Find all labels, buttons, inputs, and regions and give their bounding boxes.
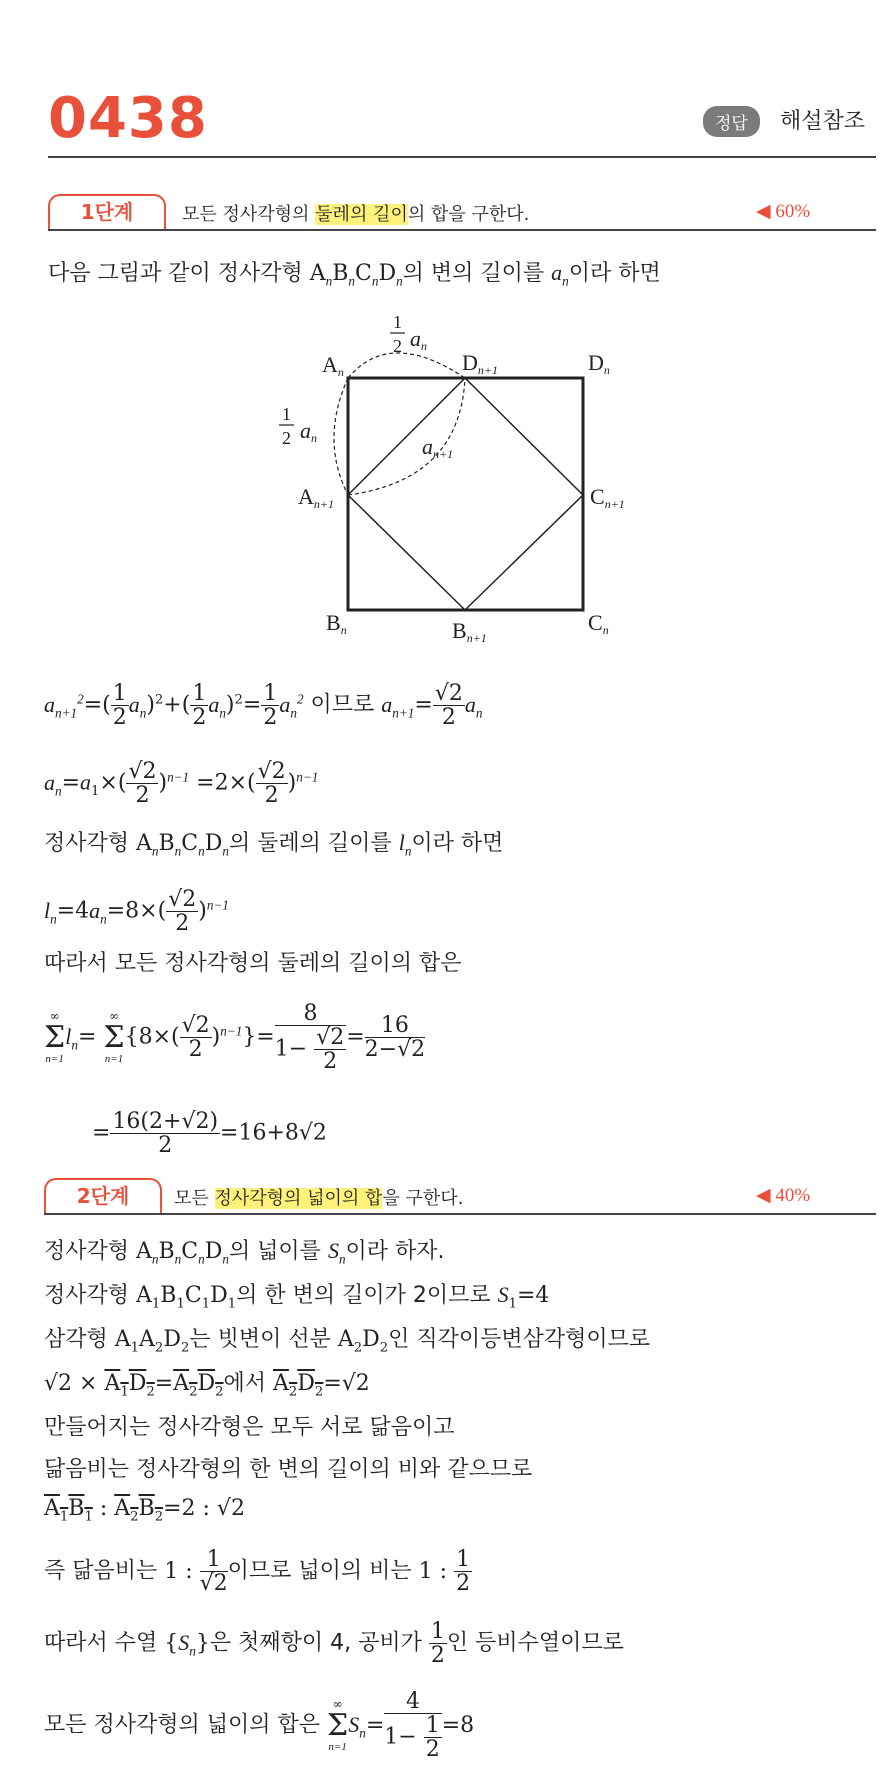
step2-percent: ◀ 40% (756, 1185, 811, 1206)
sum-intro: 따라서 모든 정사각형의 둘레의 길이의 합은 (44, 951, 462, 976)
segment-eq: $√2 \times A_1D_2=A_2D_2$에서 $A_2D_2=√2$ (44, 1371, 370, 1400)
area-def: 정사각형 $A_nB_nC_nD_n$의 넓이를 $S_n$이라 하자. (44, 1238, 445, 1267)
label-half-left-den: 2 (282, 428, 291, 448)
label-half-top-den: 2 (393, 336, 402, 356)
label-Bn: Bn (326, 610, 347, 637)
label-half-top-a: an (410, 326, 427, 353)
step2-description: 모든 정사각형의 넓이의 합을 구한다. (174, 1188, 464, 1209)
perimeter-def: 정사각형 $A_nB_nC_nD_n$의 둘레의 길이를 $l_n$이라 하면 (44, 830, 504, 859)
eq-perimeter-result: = $\frac{16(2+√2)}{2}$ =16+8√2 (92, 1109, 327, 1159)
triangle-line: 삼각형 $A_1A_2D_2$는 빗변이 선분 $A_2D_2$인 직각이등변삼각형이므로 (44, 1327, 651, 1356)
eq-general-term: $a_n=a_1\times$( $\frac{√2}{2}$ )$^{n-1}$ =2×( $\frac{√2}{2}$ )$^{n-1}$ (44, 759, 319, 809)
label-Cn1: Cn+1 (590, 484, 625, 511)
step1-description: 모든 정사각형의 둘레의 길이의 합을 구한다. (182, 204, 530, 225)
answer-reference: 해설참조 (780, 109, 866, 134)
label-a-n1: an+1 (422, 434, 454, 461)
label-Bn1: Bn+1 (452, 618, 487, 645)
label-Dn1: Dn+1 (462, 350, 498, 377)
step1-percent: ◀ 60% (756, 201, 811, 222)
s1-line: 정사각형 $A_1B_1C_1D_1$의 한 변의 길이가 2이므로 $S_1=4$ (44, 1282, 550, 1312)
label-half-top-num: 1 (393, 312, 402, 332)
square-figure (270, 300, 650, 650)
label-Dn: Dn (588, 350, 610, 377)
step1-label: 1단계 (48, 194, 166, 230)
problem-number: 0438 (48, 86, 208, 151)
answer-badge: 정답 (703, 106, 760, 137)
step2-divider (44, 1213, 876, 1215)
label-An: An (322, 352, 344, 379)
step2-label: 2단계 (44, 1178, 162, 1214)
outer-square (348, 378, 583, 610)
dashed-arc-left (334, 378, 348, 495)
similar-line: 만들어지는 정사각형은 모두 서로 닮음이고 (44, 1415, 455, 1440)
eq-perimeter: $l_n=4a_n=8\times$( $\frac{√2}{2}$ )$^{n-1}$ (44, 887, 229, 937)
similarity-ratio-line: 즉 닮음비는 1 : $\frac{1}{√2}$ 이므로 넓이의 비는 1 : $\frac{1}{2}$ (44, 1547, 471, 1597)
eq-pythag: $a_{n+1}^2=$( $\frac{1}{2}$ $a_n)^2+$( $\frac{1}{2}$ $a_n)^2=$ $\frac{1}{2}$ $a_n^2$ 이므로 $a_{n+1}=$ $\frac{√2}{2}$ $a_n$ (44, 681, 483, 731)
label-An1: An+1 (298, 484, 334, 511)
geometric-line: 따라서 수열 $\{S_n\}$은 첫째항이 4, 공비가 $\frac{1}{2}$ 인 등비수열이므로 (44, 1619, 624, 1669)
label-half-left-num: 1 (282, 404, 291, 424)
dashed-arc-top (348, 353, 465, 378)
label-Cn: Cn (588, 610, 609, 637)
inner-square (348, 378, 583, 610)
step1-divider (48, 229, 876, 231)
label-half-left-a: an (300, 418, 317, 445)
ratio-line: 닮음비는 정사각형의 한 변의 길이의 비와 같으므로 (44, 1457, 533, 1482)
area-sum-line: 모든 정사각형의 넓이의 합은 ∞ Σ n=1 $S_n=$ 4 1− $\frac{1}{2}$ =8 (44, 1689, 475, 1763)
intro-line: 다음 그림과 같이 정사각형 $A_nB_nC_nD_n$의 변의 길이를 $a_n$이라 하면 (48, 260, 661, 289)
eq-perimeter-sum: ∞ Σ n=1 $l_n=$ ∞ Σ n=1 {8×( $\frac{√2}{2}$ )$^{n-1}$}= 8 1− $\frac{√2}{2}$ = $\frac{16}{2-√2}$ (44, 1001, 426, 1075)
header-divider (48, 156, 876, 158)
ratio-eq: $A_1B_1$ : $A_2B_2=2$ : √2 (44, 1496, 245, 1525)
